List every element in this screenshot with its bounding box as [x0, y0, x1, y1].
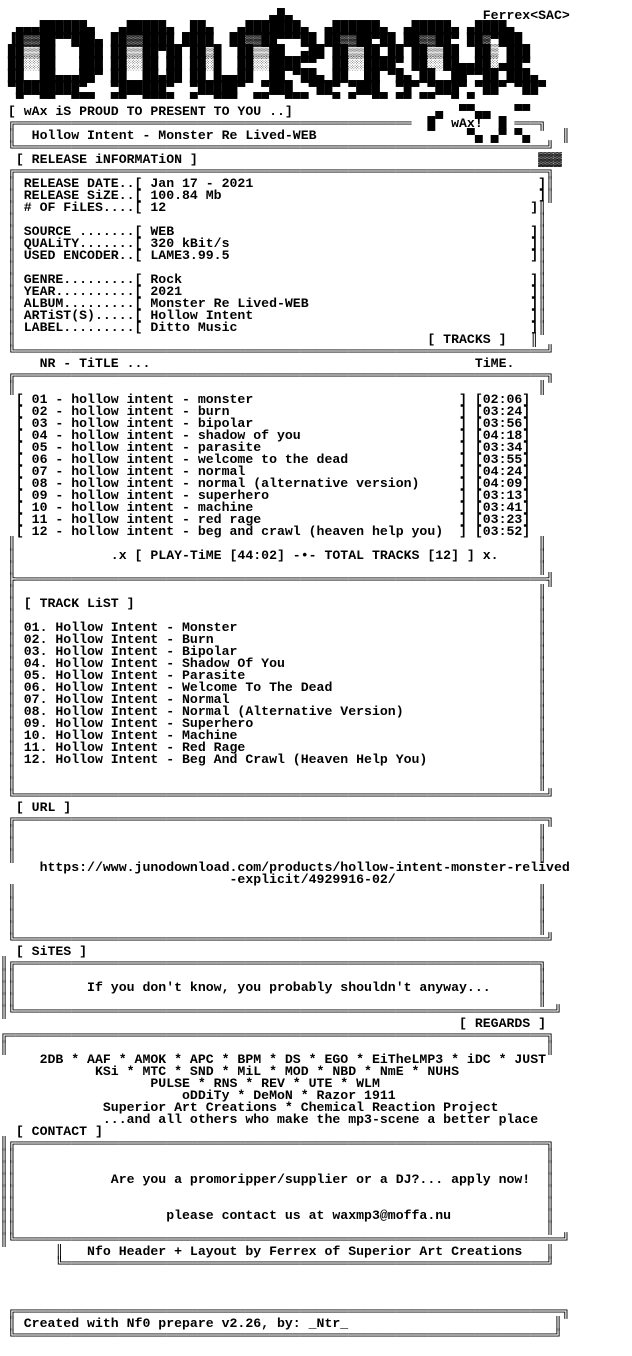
nfo-line: ║ Hollow Intent - Monster Re Lived-WEB ▀▄ ▄▀ ▀▄ ║: [0, 128, 570, 143]
nfo-line: ▐█▓▓██▀▀███▄ ██▓▓████ ████ ██▓▓██▀▀▀██ ██▓▓██▀██ ██▓▓██▀ ██▓▀███: [0, 32, 523, 47]
nfo-line: ║ RELEASE SiZE..[ 100.84 Mb ]║: [0, 188, 554, 203]
nfo-line: ║ # OF FiLES....[ 12 ]║: [0, 200, 547, 215]
nfo-line: ║ ║: [0, 836, 547, 851]
nfo-line: ║ ║: [0, 560, 547, 575]
nfo-line: ║ ALBUM.........[ Monster Re Lived-WEB ]║: [0, 296, 547, 311]
nfo-line: [ 06 - hollow intent - welcome to the dead ] [03:55]: [0, 452, 531, 467]
nfo-line: ║ 02. Hollow Intent - Burn ║: [0, 632, 547, 647]
nfo-line: PULSE * RNS * REV * UTE * WLM: [0, 1076, 380, 1091]
nfo-line: [ 09 - hollow intent - superhero ] [03:13]: [0, 488, 531, 503]
nfo-line: ║ ║: [0, 824, 547, 839]
nfo-line: [ 11 - hollow intent - red rage ] [03:23]: [0, 512, 531, 527]
nfo-line: ║║ ║: [0, 1160, 554, 1175]
nfo-line: ╔═════════════════════════════════════════════════════════════════════╗: [0, 1304, 570, 1319]
nfo-line: [ URL ]: [0, 800, 72, 815]
nfo-line: [ 05 - hollow intent - parasite ] [03:34]: [0, 440, 531, 455]
nfo-line: ║ ║: [0, 896, 547, 911]
nfo-line: ║ ║: [0, 212, 547, 227]
nfo-line: ║║ ║: [0, 1148, 554, 1163]
nfo-line: ║ ║: [0, 848, 547, 863]
nfo-line: ║ GENRE.........[ Rock ]║: [0, 272, 547, 287]
nfo-line: ║ 07. Hollow Intent - Normal ║: [0, 692, 547, 707]
nfo-line: ║║ ║: [0, 1184, 554, 1199]
nfo-line: KSi * MTC * SND * MiL * MOD * NBD * NmE * NUHS: [0, 1064, 459, 1079]
nfo-line: ║ ║: [0, 608, 547, 623]
nfo-line: [ CONTACT ]: [0, 1124, 103, 1139]
nfo-line: 2DB * AAF * AMOK * APC * BPM * DS * EGO * EiTheLMP3 * iDC * JUST: [0, 1052, 547, 1067]
nfo-line: ██ ██▄▄▄██▀ ██ ██▄██ ██ █▄▄██ ██ ▀██▄ ██ ██ ▀█▄ ██ ██▀▀██ ███▄: [0, 68, 539, 83]
nfo-line: [ 10 - hollow intent - machine ] [03:41]: [0, 500, 531, 515]
nfo-line: [ 02 - hollow intent - burn ] [03:24]: [0, 404, 531, 419]
nfo-line: -explicit/4929916-02/: [0, 872, 396, 887]
nfo-line: ╔═══════════════════════════════════════════════════════════════════╗: [0, 164, 554, 179]
nfo-line: ╚═══════════════════════════════════════════════════════════════════╝: [0, 788, 554, 803]
nfo-line: ║ 10. Hollow Intent - Machine ║: [0, 728, 547, 743]
nfo-line: ║║ please contact us at waxmp3@moffa.nu ║: [0, 1208, 554, 1223]
nfo-line: NR - TiTLE ... TiME.: [0, 356, 515, 371]
nfo-line: ║║ ║: [0, 1220, 554, 1235]
nfo-line: ╠═══════════════════════════════════════════════════════════════════╣: [0, 572, 554, 587]
nfo-line: Superior Art Creations * Chemical Reaction Project: [0, 1100, 499, 1115]
nfo-line: ...and all others who make the mp3-scene a better place: [0, 1112, 539, 1127]
nfo-line: ║╚════════════════════════════════════════════════════════════════════╝: [0, 1004, 562, 1019]
nfo-line: ╔═══════════════════════════════════════════════════════════════════╗: [0, 812, 554, 827]
nfo-line: ╚════════════════════════════════════════════════════════════════════╝: [0, 1328, 562, 1343]
nfo-line: ║ ║: [0, 260, 547, 275]
nfo-line: ▀ ▀▀ ▀▀▀ ▀▀ ▀▀▀▀ ▀ ▀▀▀ ▀▀ ▀▀▀ ▀ ▀ ▀▀ ▀▀ ▀▀ ▀ ▀: [0, 92, 475, 107]
nfo-line: ║ USED ENCODER..[ LAME3.99.5 ]║: [0, 248, 547, 263]
nfo-line: ║ YEAR..........[ 2021 ]║: [0, 284, 547, 299]
nfo-line: ║ ║: [0, 908, 547, 923]
nfo-line: ▄▄▄██████▄ ▄█████▄ ██▄ ▄███████▄ ▄██████▄ ▄█████▄ ▄████▄: [0, 20, 515, 35]
nfo-line: ██▒▒██ ███ ██▒▒██▀██ ██▒█ ██▒▒██ ▄██ ██▒▒██ ██ ██▒▒██ ██▒ ███: [0, 44, 531, 59]
nfo-line: ║ RELEASE DATE..[ Jan 17 - 2021 ]║: [0, 176, 554, 191]
nfo-line: ║ 05. Hollow Intent - Parasite ║: [0, 668, 547, 683]
nfo-line: ║╚═════════════════════════════════════════════════════════════════════╝: [0, 1232, 570, 1247]
nfo-line: [ REGARDS ]: [0, 1016, 547, 1031]
nfo-line: ║ 04. Hollow Intent - Shadow Of You ║: [0, 656, 547, 671]
nfo-line: ║ SOURCE .......[ WEB ]║: [0, 224, 547, 239]
nfo-line: ╚═══════════════════════════════════════════════════════════════════╝: [0, 140, 554, 155]
nfo-line: ║ Nfo Header + Layout by Ferrex of Superior Art Creations ║: [0, 1244, 554, 1259]
nfo-line: [ SiTES ]: [0, 944, 88, 959]
nfo-line: [ RELEASE iNFORMATiON ] ▓▓▓: [0, 152, 562, 167]
nfo-line: ║ LABEL.........[ Ditto Music ]║: [0, 320, 547, 335]
nfo-line: ║║ ║: [0, 1196, 554, 1211]
nfo-line: [ 07 - hollow intent - normal ] [04:24]: [0, 464, 531, 479]
nfo-line: ║ 11. Hollow Intent - Red Rage ║: [0, 740, 547, 755]
nfo-line: ║ ARTiST(S).....[ Hollow Intent ]║: [0, 308, 547, 323]
nfo-line: ▀████████▀ ▀██████▀ ▀█████▀ ▀███ ▀██▀ ▀███ ▀█▀ ▀███▀ ▀██▀ ▀██▀: [0, 80, 547, 95]
nfo-text: [0, 10, 570, 1342]
nfo-line: ║ [ TRACKS ] ║: [0, 332, 539, 347]
nfo-line: ║ 01. Hollow Intent - Monster ║: [0, 620, 547, 635]
nfo-line: [ 03 - hollow intent - bipolar ] [03:56]: [0, 416, 531, 431]
nfo-line: ╚═══════════════════════════════════════════════════════════════════╝: [0, 932, 554, 947]
nfo-line: [ wAx iS PROUD TO PRESENT TO YOU ..] ▄ ▀▀▄▄ ▀▀: [0, 104, 531, 119]
nfo-line: ║ ║: [0, 920, 547, 935]
nfo-line: ║ ║: [0, 884, 547, 899]
nfo-line: ║ 06. Hollow Intent - Welcome To The Dead ║: [0, 680, 547, 695]
nfo-line: ║ QUALiTY.......[ 320 kBit/s ]║: [0, 236, 547, 251]
nfo-line: ║ ║: [0, 764, 547, 779]
nfo-line: ║║ ║: [0, 992, 547, 1007]
nfo-line: ║ 03. Hollow Intent - Bipolar ║: [0, 644, 547, 659]
nfo-line: ║ 09. Hollow Intent - Superhero ║: [0, 716, 547, 731]
nfo-line: ║ 08. Hollow Intent - Normal (Alternative Version) ║: [0, 704, 547, 719]
nfo-line: ║╔══════════════════════════════════════════════════════════════════╗: [0, 956, 547, 971]
nfo-line: ║ Created with Nf0 prepare v2.26, by: _Ntr_ ║: [0, 1316, 562, 1331]
nfo-line: ╚═════════════════════════════════════════════════════════════╝: [0, 1256, 554, 1271]
nfo-line: ║ ║: [0, 776, 547, 791]
nfo-line: ║ ║: [0, 584, 547, 599]
nfo-line: ║ ║: [0, 380, 547, 395]
nfo-line: ║║ Are you a promoripper/supplier or a DJ?... apply now! ║: [0, 1172, 554, 1187]
nfo-line: ╚═══════════════════════════════════════════════════════════════════╝: [0, 344, 554, 359]
nfo-line: ║ ║: [0, 1040, 554, 1055]
nfo-line: ╔═══════════════════════════════════════════════════════════════════╗: [0, 368, 554, 383]
nfo-line: ╔══════════════════════════════════════════════════ █ wAx! █ ═══╗: [0, 116, 547, 131]
nfo-line: [ 12 - hollow intent - beg and crawl (heaven help you) ] [03:52]: [0, 524, 531, 539]
nfo-line: ║╔═══════════════════════════════════════════════════════════════════╗: [0, 1136, 554, 1151]
nfo-line: [ 01 - hollow intent - monster ] [02:06]: [0, 392, 531, 407]
nfo-line: ▄█▄ Ferrex<SAC>: [0, 8, 570, 23]
nfo-line: ║ 12. Hollow Intent - Beg And Crawl (Heaven Help You) ║: [0, 752, 547, 767]
nfo-line: https://www.junodownload.com/products/hollow-intent-monster-relived: [0, 860, 570, 875]
nfo-line: ║ ║: [0, 536, 547, 551]
nfo-line: [ 04 - hollow intent - shadow of you ] [04:18]: [0, 428, 531, 443]
nfo-line: ║║ If you don't know, you probably shouldn't anyway... ║: [0, 980, 547, 995]
nfo-line: ║ .x [ PLAY-TiME [44:02] -•- TOTAL TRACKS [12] ] x. ║: [0, 548, 547, 563]
nfo-line: ║ [ TRACK LiST ] ║: [0, 596, 547, 611]
nfo-line: [ 08 - hollow intent - normal (alternative version) ] [04:09]: [0, 476, 531, 491]
nfo-line: ║║ ║: [0, 968, 547, 983]
nfo-line: ╔════════════════════════════════════════════════════════════════════╗: [0, 1028, 554, 1043]
nfo-line: ██░░██ ███ ██░░██ ██ ██░█ ██░░████▀▀ ██░░████▀ ██░░██▄▄██░▄██▀: [0, 56, 531, 71]
nfo-line: oDDiTy * DeMoN * Razor 1911: [0, 1088, 396, 1103]
